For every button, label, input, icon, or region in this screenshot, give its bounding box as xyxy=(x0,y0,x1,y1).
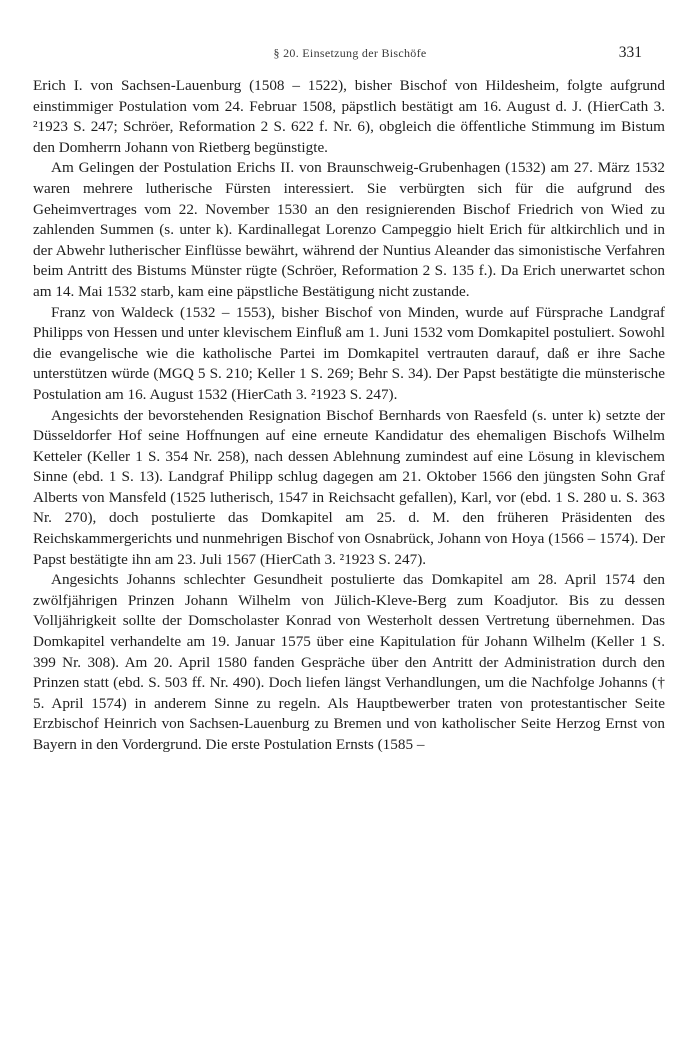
paragraph-franz-von-waldeck: Franz von Waldeck (1532 – 1553), bisher Bischof von Minden, wurde auf Fürsprache Landgraf Philipps von Hessen und unter klevischem Einfluß am 1. Juni 1532 vom Domkapitel postuliert. Sowohl die evangelische wie die katholische Partei im Domkapitel vertrauten darauf, daß er ihre Sache unterstützen würde (MGQ 5 S. 210; Keller 1 S. 269; Behr S. 34). Der Papst bestätigte die münsterische Postulation am 16. August 1532 (HierCath 3. ²1923 S. 247). xyxy=(33,303,665,403)
paragraph-johann-von-hoya: Angesichts der bevorstehenden Resignation Bischof Bernhards von Raesfeld (s. unter k) setzte der Düsseldorfer Hof seine Hoffnungen auf eine erneute Kandidatur des ehemaligen Bischofs Wilhelm Ketteler (Keller 1 S. 354 Nr. 258), nach dessen Ablehnung zumindest auf eine Lösung in klevischem Sinne (ebd. 1 S. 13). Landgraf Philipp schlug dagegen am 21. Oktober 1566 den jüngsten Sohn Graf Alberts von Mansfeld (1525 lutherisch, 1547 in Reichsacht gefallen), Karl, vor (ebd. 1 S. 280 u. S. 363 Nr. 270), doch postulierte das Domkapitel am 25. d. M. den früheren Präsidenten des Reichskammergerichts und nunmehrigen Bischof von Osnabrück, Johann von Hoya (1566 – 1574). Der Papst bestätigte ihn am 23. Juli 1567 (HierCath 3. ²1923 S. 247). xyxy=(33,406,665,568)
paragraph-johann-wilhelm: Angesichts Johanns schlechter Gesundheit postulierte das Domkapitel am 28. April 1574 den zwölfjährigen Prinzen Johann Wilhelm von Jülich-Kleve-Berg zum Koadjutor. Bis zu dessen Volljährigkeit sollte der Domscholaster Konrad von Westerholt dessen Vertretung übernehmen. Das Domkapitel verhandelte am 19. Januar 1575 über eine Kapitulation für Johann Wilhelm (Keller 1 S. 399 Nr. 308). Am 20. April 1580 fanden Gespräche über den Antritt der Administration durch den Prinzen statt (ebd. S. 503 ff. Nr. 490). Doch liefen längst Verhandlungen, um die Nachfolge Johanns († 5. April 1574) in anderem Sinne zu regeln. Als Hauptbewerber traten von protestantischer Seite Erzbischof Heinrich von Sachsen-Lauenburg zu Bremen und von katholischer Seite Herzog Ernst von Bayern in den Vordergrund. Die erste Postulation Ernsts (1585 – xyxy=(33,571,665,753)
running-header xyxy=(0,44,700,64)
paragraph-erich-ii: Am Gelingen der Postulation Erichs II. von Braunschweig-Grubenhagen (1532) am 27. März 1532 waren mehrere lutherische Fürsten interessiert. Sie verbürgten sich für die aufgrund des Geheimvertrages vom 22. November 1530 an den resignierenden Bischof Friedrich von Wied zu zahlenden Summen (s. unter k). Kardinallegat Lorenzo Campeggio hielt Erich für altkirchlich und in der Abwehr lutherischer Einflüsse bewährt, während der Nuntius Aleander das simonistische Verfahren beim Antritt des Bistums Münster rügte (Schröer, Reformation 2 S. 135 f.). Da Erich unerwartet schon am 14. Mai 1532 starb, kam eine päpstliche Bestätigung nicht zustande. xyxy=(33,159,665,300)
page-number: 331 xyxy=(618,44,642,61)
running-title: § 20. Einsetzung der Bischöfe xyxy=(273,46,427,60)
body-text xyxy=(33,76,665,756)
paragraph-erich-i: Erich I. von Sachsen-Lauenburg (1508 – 1522), bisher Bischof von Hildesheim, folgte aufgrund einstimmiger Postulation vom 24. Februar 1508, päpstlich bestätigt am 16. August d. J. (HierCath 3. ²1923 S. 247; Schröer, Reformation 2 S. 622 f. Nr. 6), obgleich die öffentliche Stimmung im Bistum den Domherrn Johann von Rietberg begünstigte. xyxy=(33,77,665,156)
